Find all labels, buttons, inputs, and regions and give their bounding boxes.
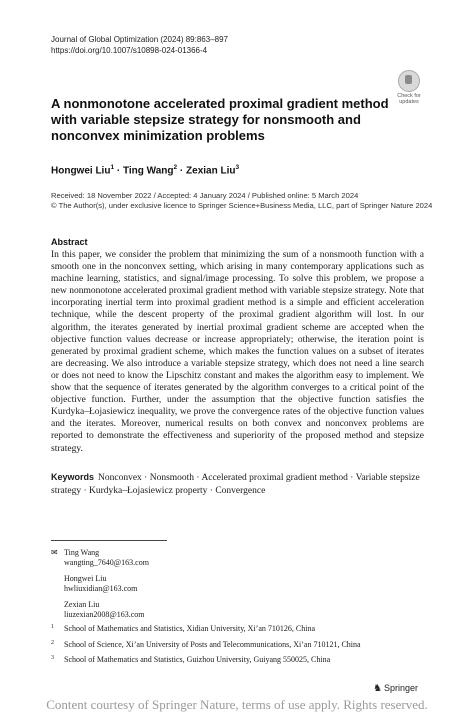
affiliation-text: School of Mathematics and Statistics, Guizhou University, Guiyang 550025, China: [64, 655, 331, 664]
author-separator: ·: [114, 165, 123, 177]
crossmark-line-2: updates: [399, 99, 419, 105]
author-name[interactable]: Hongwei Liu: [51, 165, 111, 177]
keywords-list: Nonconvex · Nonsmooth · Accelerated proximal gradient method · Variable stepsize strategy · Kurdyka–Łojasiewicz property · Convergence: [51, 473, 420, 496]
publisher-logo: [373, 683, 418, 694]
keywords-section: [51, 471, 424, 497]
author-name[interactable]: Zexian Liu: [186, 165, 236, 177]
corresponding-author-name: Ting Wang: [64, 548, 100, 557]
correspondence-entry: [64, 548, 149, 568]
journal-volume-pages: Journal of Global Optimization (2024) 89:863–897: [51, 35, 228, 44]
springer-horse-icon: ♞: [373, 683, 382, 694]
author-contact-email[interactable]: hwliuxidian@163.com: [64, 584, 138, 593]
correspondence-block: [51, 548, 149, 626]
affiliations-list: [51, 624, 361, 671]
corresponding-author-email[interactable]: wangting_7640@163.com: [64, 558, 149, 567]
check-for-updates-badge[interactable]: [394, 70, 424, 105]
author-affil-sup: 1: [110, 164, 115, 171]
crossmark-line-1: Check for: [397, 93, 421, 99]
footnote-divider: [51, 540, 167, 541]
affiliation-item: [51, 655, 361, 665]
crossmark-icon: [398, 70, 420, 92]
publication-history: [51, 191, 432, 211]
article-title: A nonmonotone accelerated proximal gradient method with variable stepsize strategy for nonsmooth and nonconvex minimization problems: [51, 96, 389, 143]
correspondence-entry: [64, 600, 149, 620]
publisher-name: Springer: [383, 683, 418, 693]
keywords-heading: Keywords: [51, 472, 95, 482]
affiliation-item: [51, 624, 361, 634]
envelope-icon: ✉: [51, 548, 58, 557]
author-list: [51, 164, 239, 176]
correspondence-entry: [64, 574, 149, 594]
author-contact-name: Zexian Liu: [64, 600, 100, 609]
affiliation-number: 3: [51, 655, 54, 661]
copyright-line: © The Author(s), under exclusive licence to Springer Science+Business Media, LLC, part of Springer Nature 2024: [51, 201, 433, 210]
abstract-heading: Abstract: [51, 237, 88, 247]
author-affil-sup: 3: [235, 164, 240, 171]
author-separator: ·: [177, 165, 187, 177]
author-contact-email[interactable]: liuzexian2008@163.com: [64, 610, 145, 619]
affiliation-item: [51, 640, 361, 650]
affiliation-number: 1: [51, 624, 54, 630]
author-name[interactable]: Ting Wang: [122, 165, 174, 177]
doi-link[interactable]: https://doi.org/10.1007/s10898-024-01366-4: [51, 46, 208, 55]
affiliation-number: 2: [51, 639, 54, 646]
affiliation-text: School of Mathematics and Statistics, Xidian University, Xi’an 710126, China: [64, 624, 315, 633]
author-affil-sup: 2: [173, 164, 178, 171]
journal-citation: [51, 34, 228, 56]
courtesy-watermark: Content courtesy of Springer Nature, terms of use apply. Rights reserved.: [46, 697, 428, 712]
dates-line: Received: 18 November 2022 / Accepted: 4 January 2024 / Published online: 5 March 2024: [51, 191, 359, 200]
author-contact-name: Hongwei Liu: [64, 574, 107, 583]
affiliation-text: School of Science, Xi’an University of Posts and Telecommunications, Xi’an 710121, China: [64, 639, 361, 649]
abstract-text: In this paper, we consider the problem that minimizing the sum of a nonsmooth function with a smooth one in the nonconvex setting, which arising in many contemporary applications such as machine learning, statistics, and signal/image processing. To solve this problem, we propose a new nonmonotone accelerated proximal gradient method with variable stepsize strategy. Note that incorporating inertial term into proximal gradient method is a simple and efficient acceleration technique, while the descent property of the proximal gradient algorithm will lost. In our algorithm, the iterates generated by inertial proximal gradient scheme are accepted when the objective function values decrease or increase appropriately; otherwise, the iteration point is generated by proximal gradient scheme, which makes the function values on a subset of iterates are decreasing. We also introduce a variable stepsize strategy, which does not need a line search or does not need to know the Lipschitz constant and makes the algorithm easy to implement. We show that the sequence of iterates generated by the algorithm converges to a critical point of the objective function. Further, under the assumption that the objective function satisfies the Kurdyka–Łojasiewicz inequality, we prove the convergence rates of the objective function values and the iterates. Moreover, numerical results on both convex and nonconvex problems are reported to demonstrate the effectiveness and superiority of the proposed method and stepsize strategy.: [51, 250, 424, 454]
